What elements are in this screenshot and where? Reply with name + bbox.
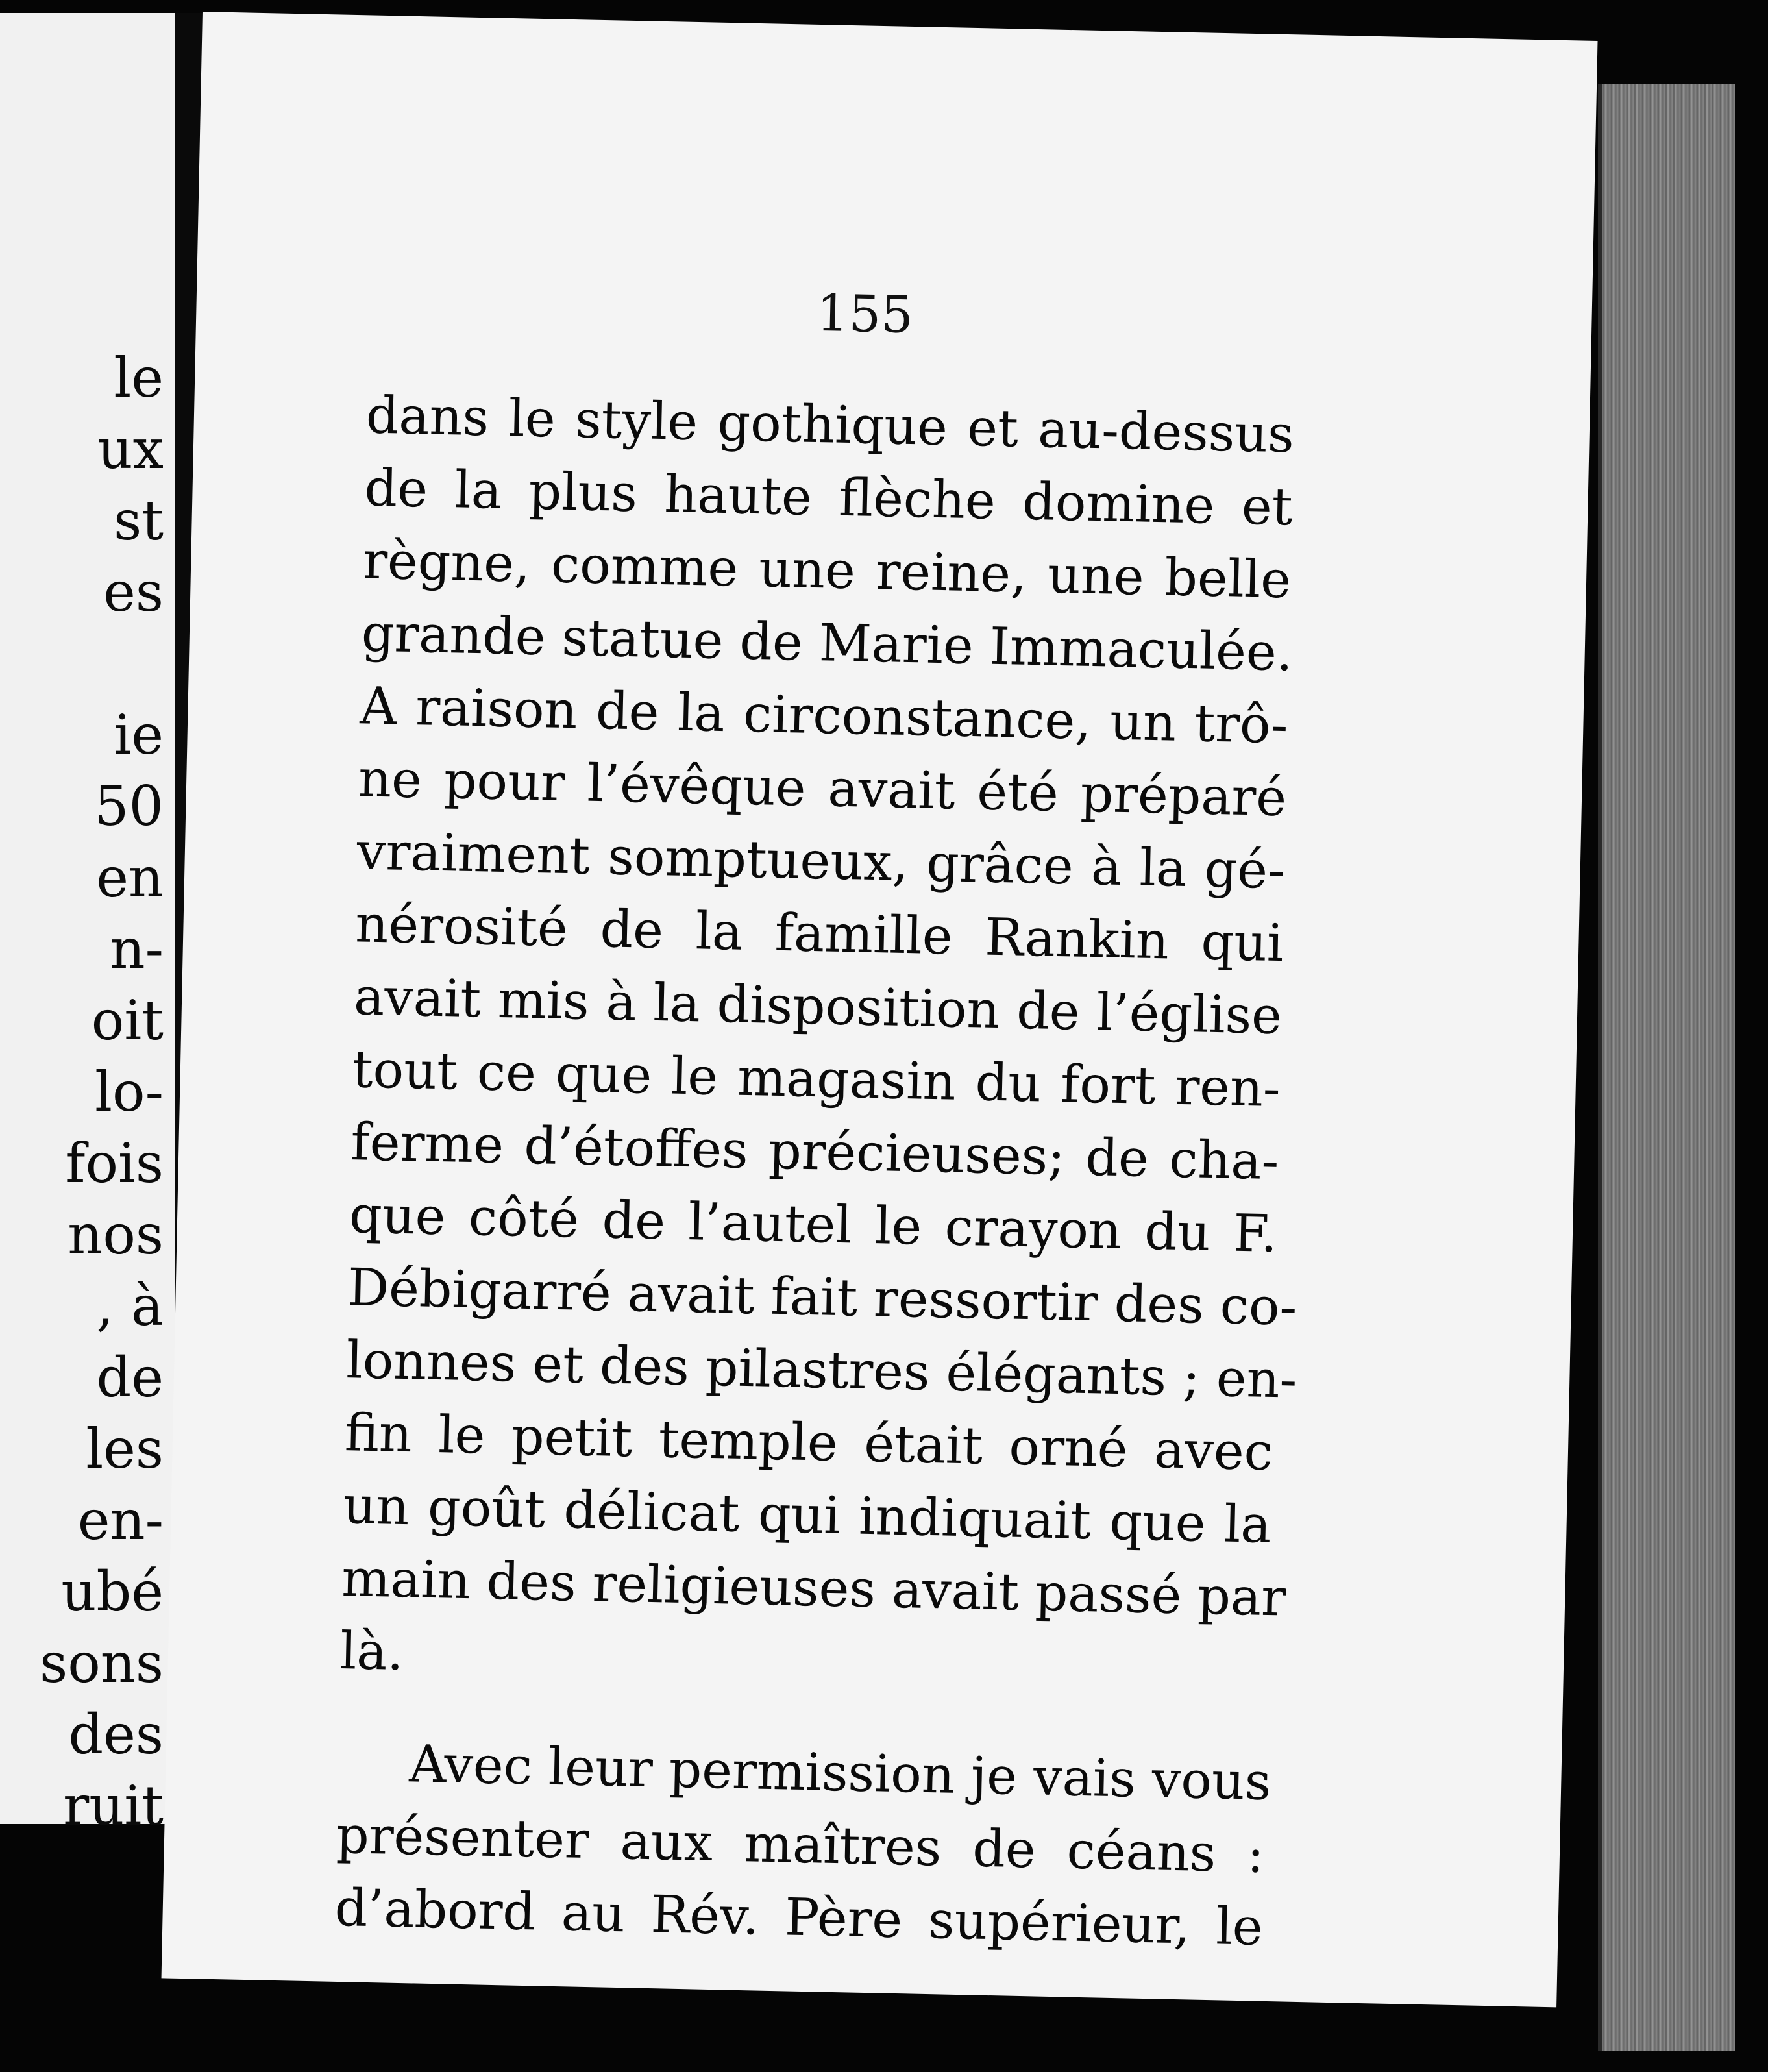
text-line: tout ce que le magasin du fort ren- xyxy=(351,1039,1281,1119)
page-block-edge xyxy=(1598,84,1735,2051)
text-line: de la plus haute flèche domine et xyxy=(363,458,1294,537)
left-page-line: 50 xyxy=(94,774,164,838)
left-page-line: n- xyxy=(110,917,164,981)
text-line: règne, comme une reine, une belle xyxy=(362,530,1292,610)
text-line: Avec leur permission je vais vous xyxy=(408,1734,1272,1812)
text-line: lonnes et des pilastres élégants ; en- xyxy=(345,1330,1298,1410)
left-page-line: , à xyxy=(96,1274,164,1338)
left-page-line: nos xyxy=(68,1203,164,1266)
left-page xyxy=(0,13,179,1838)
left-page-line: sons xyxy=(40,1631,164,1695)
text-line: un goût délicat qui indiquait que la xyxy=(342,1475,1272,1555)
left-page-line: ubé xyxy=(61,1560,164,1623)
left-page-line: es xyxy=(103,560,164,624)
left-page-line: ux xyxy=(97,417,164,481)
text-line: main des religieuses avait passé par xyxy=(341,1548,1286,1628)
text-line: Débigarré avait fait ressortir des co- xyxy=(347,1257,1298,1337)
left-page-line: des xyxy=(68,1703,164,1766)
left-page-line: ruit xyxy=(63,1774,164,1838)
text-line: fin le petit temple était orné avec xyxy=(344,1403,1273,1483)
text-line: vraiment somptueux, grâce à la gé- xyxy=(356,821,1286,901)
left-page-line: en xyxy=(96,846,164,909)
right-page xyxy=(162,12,1598,2007)
left-page-line: fois xyxy=(65,1131,164,1195)
left-page-line: de xyxy=(96,1346,164,1409)
left-page-line: les xyxy=(86,1417,164,1481)
left-page-line: lo- xyxy=(95,1060,164,1124)
text-line: que côté de l’autel le crayon du F. xyxy=(349,1185,1278,1264)
text-line: présenter aux maîtres de céans : xyxy=(336,1805,1265,1884)
left-page-line: oit xyxy=(91,989,164,1052)
text-line: A raison de la circonstance, un trô- xyxy=(359,676,1289,756)
text-line: nérosité de la famille Rankin qui xyxy=(354,894,1284,974)
text-line: ne pour l’évêque avait été préparé xyxy=(358,748,1287,828)
text-line: avait mis à la disposition de l’église xyxy=(353,967,1283,1046)
text-line: là. xyxy=(339,1621,404,1683)
left-page-line: st xyxy=(114,489,164,552)
page-number: 155 xyxy=(816,284,914,345)
text-line: dans le style gothique et au-dessus xyxy=(365,385,1295,465)
text-line: ferme d’étoffes précieuses; de cha- xyxy=(350,1112,1280,1192)
text-line: d’abord au Rév. Père supérieur, le xyxy=(334,1877,1264,1957)
left-page-line: ie xyxy=(114,703,164,767)
left-page-line: le xyxy=(114,346,164,410)
left-page-line: en- xyxy=(77,1488,164,1552)
text-line: grande statue de Marie Immaculée. xyxy=(361,603,1294,683)
page-body-text xyxy=(334,378,1298,1963)
